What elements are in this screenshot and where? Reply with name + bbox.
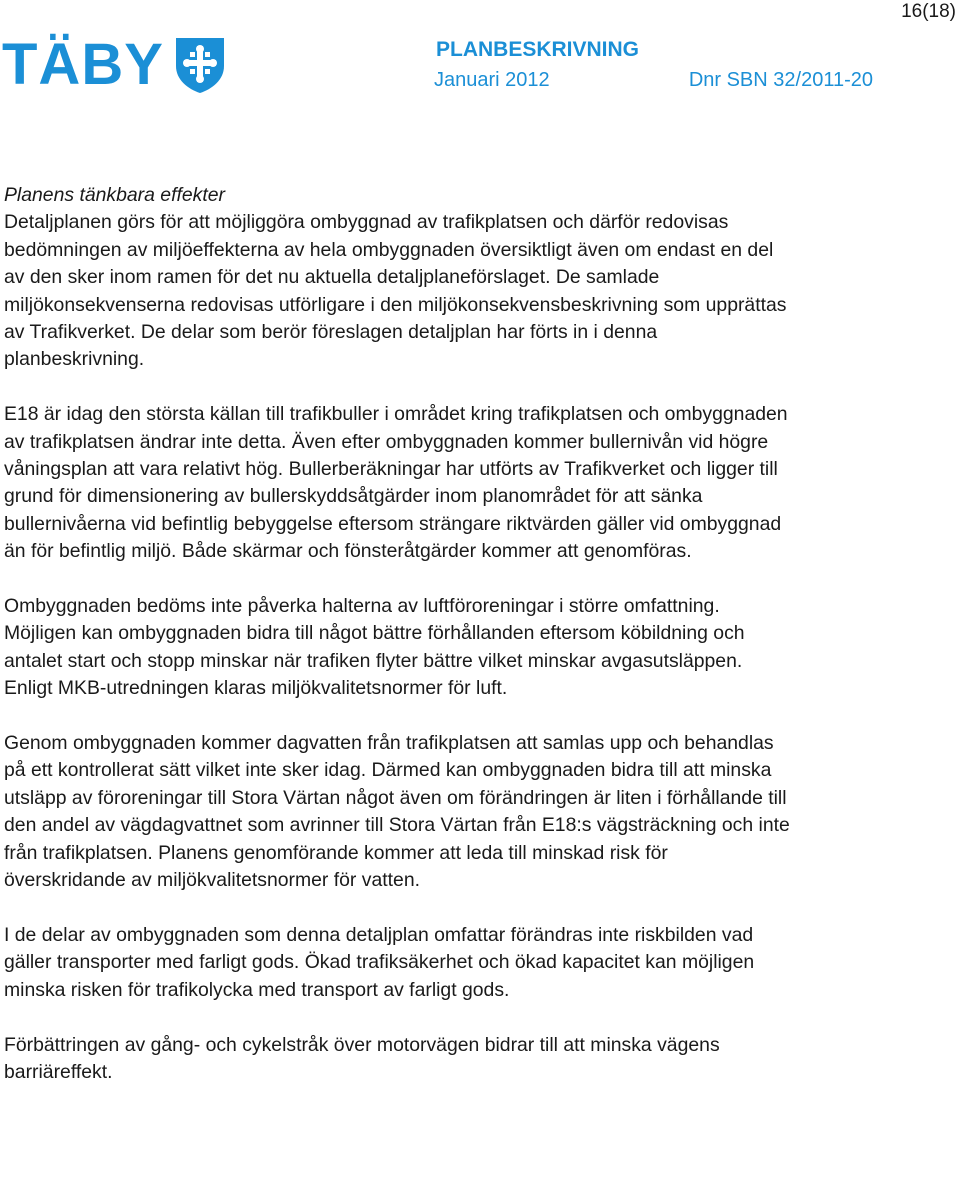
section-heading: Planens tänkbara effekter: [4, 184, 225, 206]
paragraph: I de delar av ombyggnaden som denna detaljplan omfattar förändras inte riskbilden vad gäller transporter med farligt gods. Ökad trafiksäkerhet och ökad kapacitet kan möjligen minska risken för trafikolycka med transport av farligt gods.: [4, 923, 755, 1001]
page-number: 16(18): [901, 1, 956, 22]
document-date: Januari 2012: [434, 69, 550, 91]
paragraph: Genom ombyggnaden kommer dagvatten från trafikplatsen att samlas upp och behandlas på ett kontrollerat sätt vilket inte sker idag. Därmed kan ombyggnaden bidra till att minska utsläpp av föroreningar till Stora Värtan något även om förändringen är liten i förhållande till den andel av vägdagvattnet som avrinner till Stora Värtan från E18:s vägsträckning och inte från trafikplatsen. Planens genomförande kommer att leda till minskad risk för överskridande av miljökvalitetsnormer för vatten.: [4, 732, 790, 892]
paragraph: E18 är idag den största källan till trafikbuller i området kring trafikplatsen och ombyggnaden av trafikplatsen ändrar inte detta. Även efter ombyggnaden kommer bullernivån vid högre våningsplan att vara relativt hög. Bullerberäkningar har utförts av Trafikverket och ligger till grund för dimensionering av bullerskyddsåtgärder inom planområdet för att sänka bullernivåerna vid befintlig bebyggelse eftersom strängare riktvärden gäller vid ombyggnad än för befintlig miljö. Både skärmar och fönsteråtgärder kommer att genomföras.: [4, 403, 788, 563]
paragraph: Ombyggnaden bedöms inte påverka halterna av luftföroreningar i större omfattning. Möjligen kan ombyggnaden bidra till något bättre förhållanden eftersom köbildning och antalet start och stopp minskar när trafiken flyter bättre vilket minskar avgasutsläppen. Enligt MKB-utredningen klaras miljökvalitetsnormer för luft.: [4, 595, 745, 700]
logo-text: TÄBY: [2, 32, 164, 97]
paragraph: Förbättringen av gång- och cykelstråk över motorvägen bidrar till att minska vägens barriäreffekt.: [4, 1033, 720, 1083]
taby-logo: [2, 32, 226, 97]
document-title: PLANBESKRIVNING: [436, 38, 640, 61]
page-body: [4, 182, 794, 1114]
paragraph: Detaljplanen görs för att möjliggöra ombyggnad av trafikplatsen och därför redovisas bedömningen av miljöeffekterna av hela ombyggnaden översiktligt även om endast en del av den sker inom ramen för det nu aktuella detaljplaneförslaget. De samlade miljökonsekvenserna redovisas utförligare i den miljökonsekvensbeskrivning som upprättas av Trafikverket. De delar som berör föreslagen detaljplan har förts in i denna planbeskrivning.: [4, 211, 787, 371]
coat-of-arms-icon: [174, 36, 226, 94]
document-reference: Dnr SBN 32/2011-20: [688, 69, 873, 91]
